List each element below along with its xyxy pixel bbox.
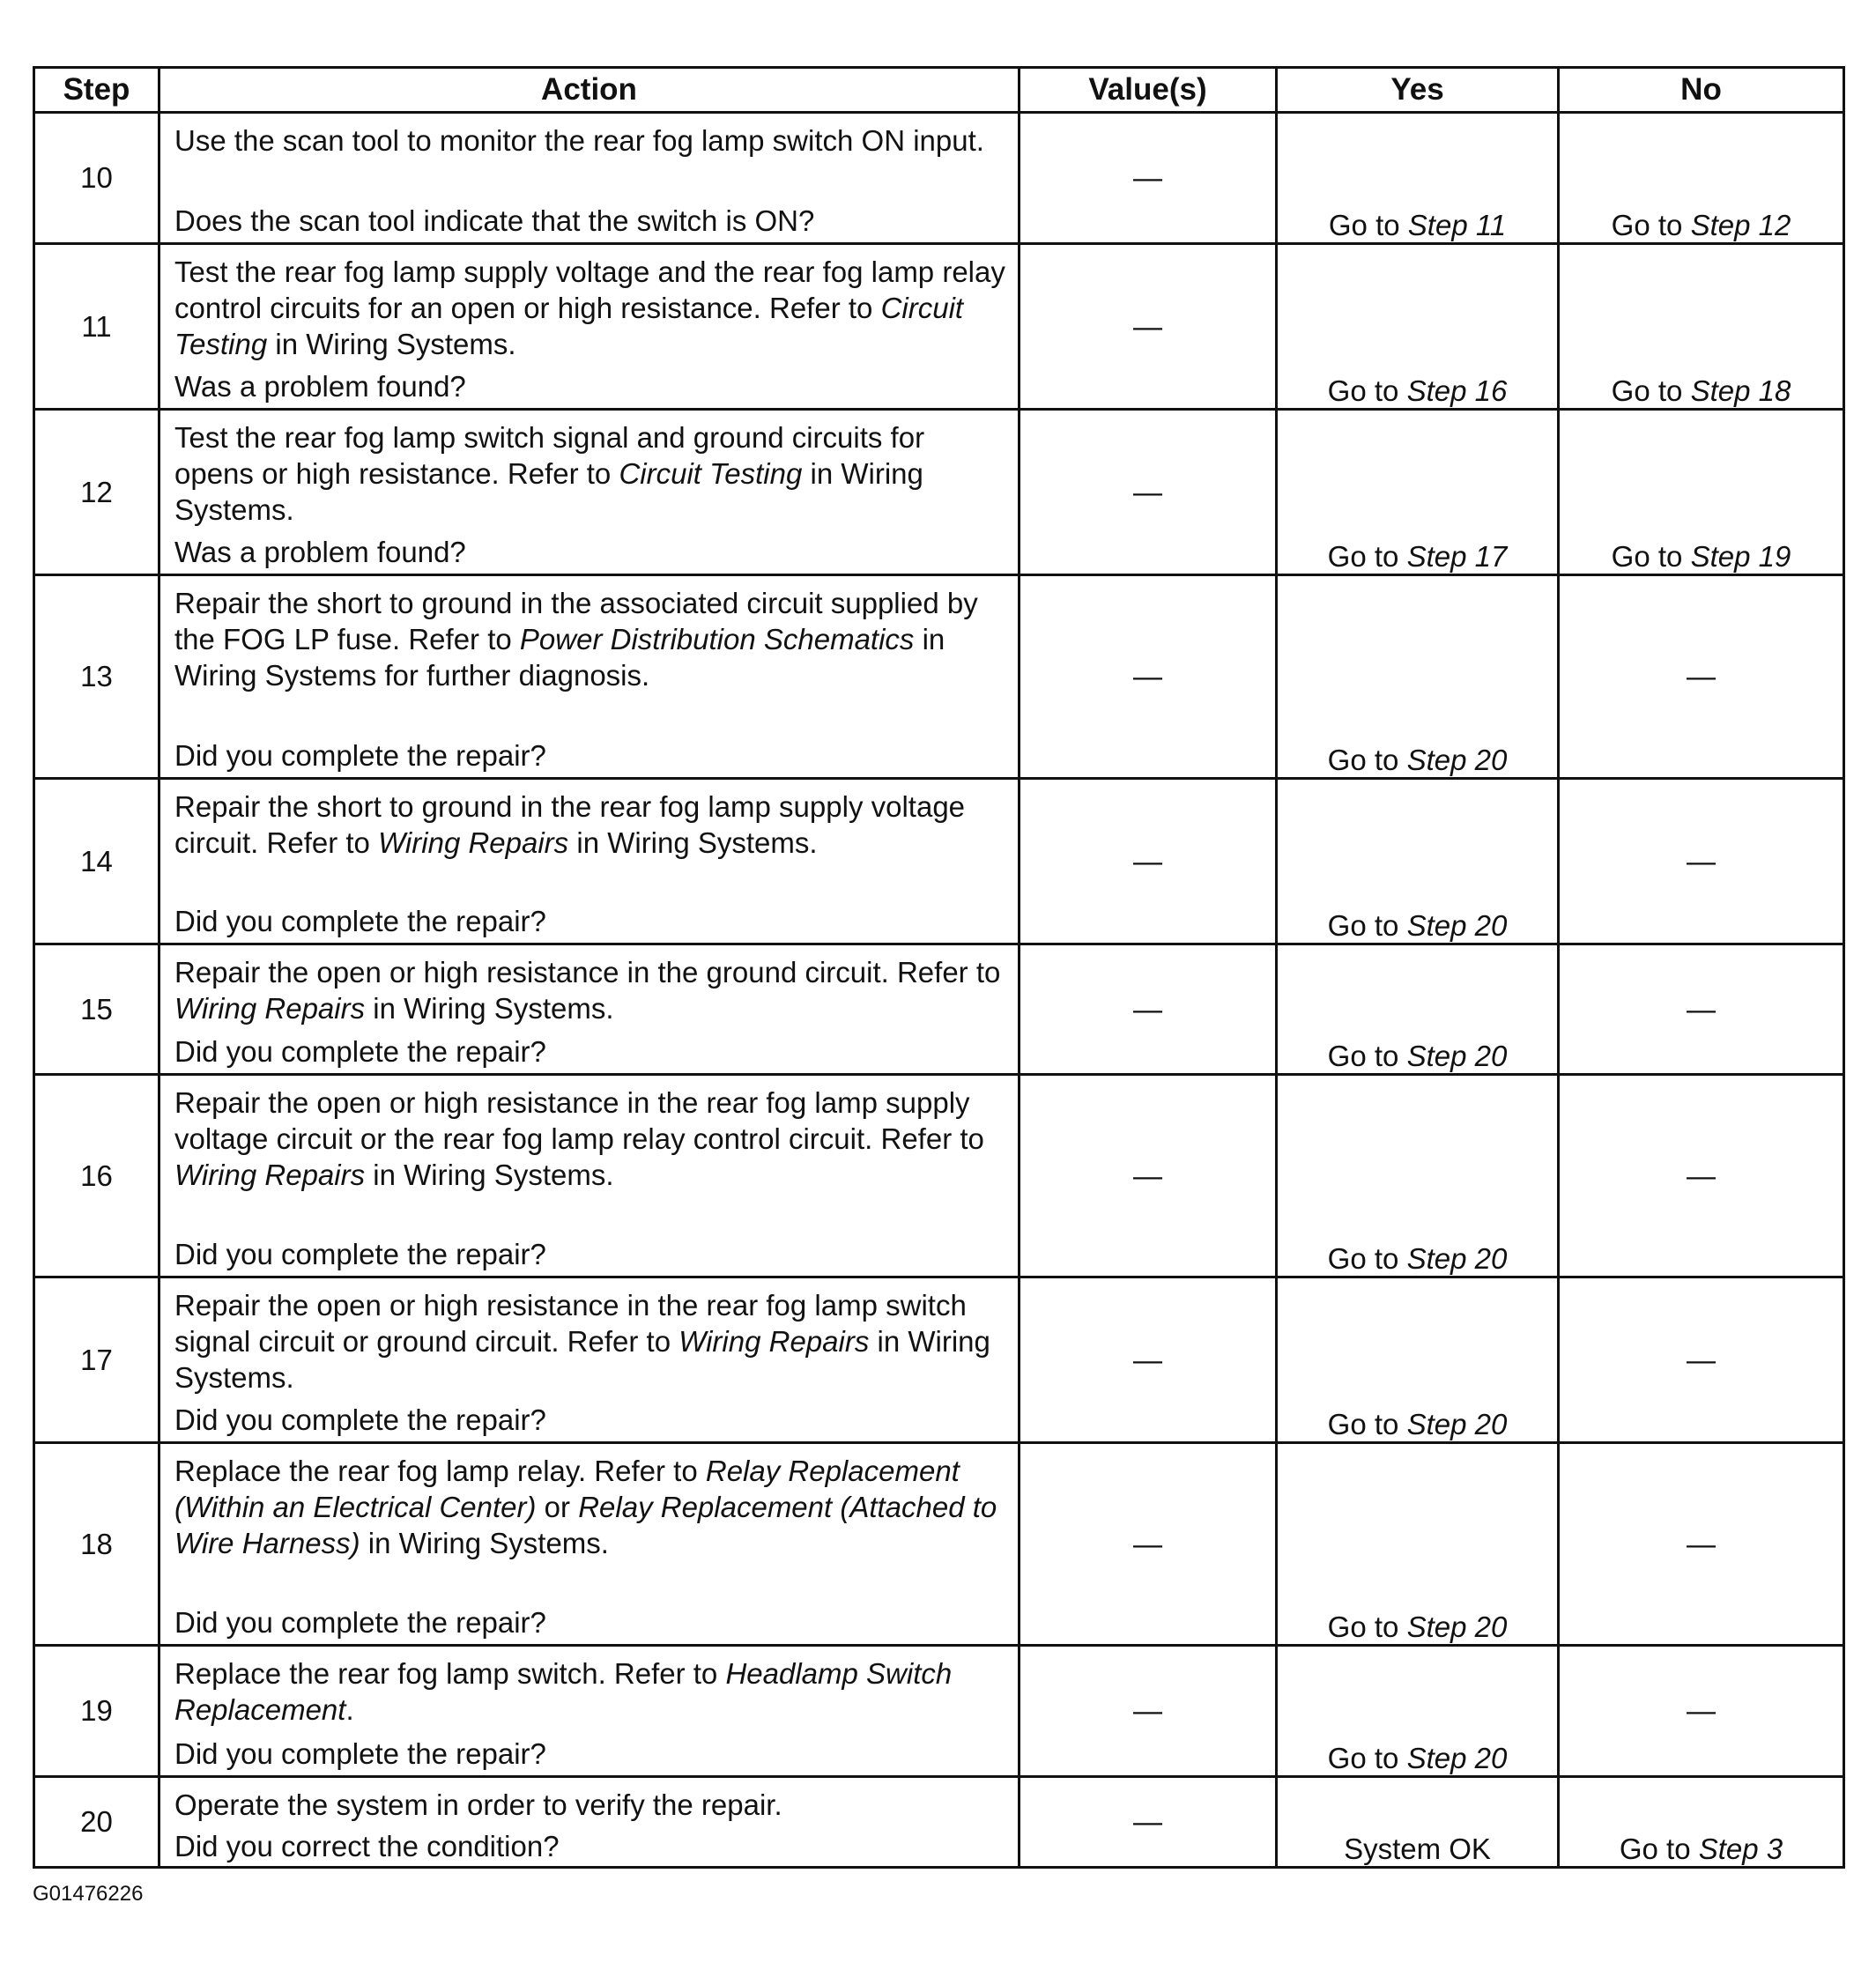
yes-cell xyxy=(1277,1443,1559,1646)
yes-step-link: Step 20 xyxy=(1406,1242,1508,1275)
yes-cell xyxy=(1277,1277,1559,1443)
table-row xyxy=(34,944,1844,1075)
action-segment: Test the rear fog lamp switch signal and ground circuits for opens or high resistance. Refer to xyxy=(174,421,925,490)
no-dash: — xyxy=(1687,992,1716,1026)
no-label: Go to xyxy=(1611,374,1691,407)
figure-id: G01476226 xyxy=(33,1882,144,1906)
header-no: No xyxy=(1559,68,1844,113)
no-dash: — xyxy=(1687,1527,1716,1560)
value-cell: — xyxy=(1020,244,1277,410)
header-yes: Yes xyxy=(1277,68,1559,113)
action-question: Did you correct the condition? xyxy=(174,1830,560,1862)
header-values: Value(s) xyxy=(1020,68,1277,113)
action-segment: in Wiring Systems. xyxy=(568,826,818,859)
action-text xyxy=(174,254,1009,362)
no-step-link: Step 19 xyxy=(1690,540,1791,573)
action-text xyxy=(174,419,1009,528)
action-cell xyxy=(159,1443,1020,1646)
yes-label: Go to xyxy=(1327,744,1407,776)
action-text xyxy=(174,789,1009,861)
yes-step-link: Step 17 xyxy=(1406,540,1508,573)
step-number: 19 xyxy=(34,1646,159,1777)
no-cell xyxy=(1559,779,1844,944)
action-segment: Test the rear fog lamp supply voltage and the rear fog lamp relay control circuits for an open or high resistance. Refer to xyxy=(174,255,1005,324)
no-step-link: Step 18 xyxy=(1690,374,1791,407)
no-label: Go to xyxy=(1611,540,1691,573)
yes-cell xyxy=(1277,410,1559,575)
step-number: 10 xyxy=(34,113,159,244)
action-segment: in Wiring Systems. xyxy=(360,1527,609,1559)
action-segment: in Wiring Systems. xyxy=(174,457,923,526)
action-question: Did you complete the repair? xyxy=(174,1737,546,1770)
table-row xyxy=(34,779,1844,944)
no-cell xyxy=(1559,1443,1844,1646)
action-segment: in Wiring Systems. xyxy=(267,328,516,360)
table-row xyxy=(34,1646,1844,1777)
action-question: Did you complete the repair? xyxy=(174,905,546,937)
header-row xyxy=(34,68,1844,113)
action-question: Did you complete the repair? xyxy=(174,1035,546,1068)
action-cell xyxy=(159,779,1020,944)
yes-step-link: Step 20 xyxy=(1406,1610,1508,1643)
action-reference: Wiring Repairs xyxy=(174,1159,366,1191)
yes-label: Go to xyxy=(1327,374,1407,407)
yes-cell xyxy=(1277,575,1559,779)
action-cell xyxy=(159,1277,1020,1443)
yes-cell xyxy=(1277,1075,1559,1277)
step-number: 13 xyxy=(34,575,159,779)
table-row xyxy=(34,1277,1844,1443)
action-segment: Repair the open or high resistance in the rear fog lamp supply voltage circuit or the rear fog lamp relay control circuit. Refer to xyxy=(174,1086,984,1155)
action-reference: Headlamp Switch Replacement xyxy=(174,1657,953,1726)
action-reference: Circuit Testing xyxy=(174,292,964,360)
value-cell: — xyxy=(1020,779,1277,944)
no-cell xyxy=(1559,244,1844,410)
yes-step-link: Step 20 xyxy=(1406,1742,1508,1774)
yes-label: Go to xyxy=(1327,1610,1407,1643)
yes-cell xyxy=(1277,1777,1559,1868)
yes-label: Go to xyxy=(1327,1242,1407,1275)
step-number: 14 xyxy=(34,779,159,944)
step-number: 12 xyxy=(34,410,159,575)
action-segment: Use the scan tool to monitor the rear fog lamp switch ON input. xyxy=(174,124,984,157)
no-step-link: Step 3 xyxy=(1698,1833,1783,1865)
action-segment: in Wiring Systems. xyxy=(365,992,614,1025)
action-segment: Repair the short to ground in the rear fog lamp supply voltage circuit. Refer to xyxy=(174,790,966,859)
step-number: 18 xyxy=(34,1443,159,1646)
action-segment: Replace the rear fog lamp relay. Refer to xyxy=(174,1455,706,1487)
action-text xyxy=(174,954,1009,1026)
action-text xyxy=(174,1655,1009,1728)
yes-label: Go to xyxy=(1327,540,1407,573)
yes-label: Go to xyxy=(1327,1040,1407,1072)
yes-cell xyxy=(1277,779,1559,944)
action-text xyxy=(174,1787,1009,1823)
action-segment: in Wiring Systems. xyxy=(365,1159,614,1191)
yes-step-link: Step 20 xyxy=(1406,744,1508,776)
step-number: 11 xyxy=(34,244,159,410)
no-dash: — xyxy=(1687,660,1716,692)
no-label: Go to xyxy=(1619,1833,1699,1865)
yes-step-link: Step 20 xyxy=(1406,909,1508,942)
table-row xyxy=(34,575,1844,779)
step-number: 16 xyxy=(34,1075,159,1277)
yes-label: System OK xyxy=(1344,1833,1491,1865)
action-cell xyxy=(159,575,1020,779)
header-action: Action xyxy=(159,68,1020,113)
action-segment: Replace the rear fog lamp switch. Refer to xyxy=(174,1657,726,1690)
action-segment: Operate the system in order to verify the repair. xyxy=(174,1788,782,1821)
diagnostic-table xyxy=(33,66,1845,1869)
yes-label: Go to xyxy=(1327,909,1407,942)
action-reference: Power Distribution Schematics xyxy=(519,623,915,655)
action-segment: or xyxy=(536,1491,579,1523)
no-cell xyxy=(1559,944,1844,1075)
no-label: Go to xyxy=(1611,209,1691,241)
action-reference: Relay Replacement (Attached to Wire Harness) xyxy=(174,1491,997,1559)
no-dash: — xyxy=(1687,844,1716,877)
no-cell xyxy=(1559,1646,1844,1777)
table-row xyxy=(34,1075,1844,1277)
table-body xyxy=(34,113,1844,1868)
value-cell: — xyxy=(1020,1443,1277,1646)
yes-label: Go to xyxy=(1328,209,1408,241)
action-text xyxy=(174,1453,1009,1561)
action-cell xyxy=(159,113,1020,244)
value-cell: — xyxy=(1020,575,1277,779)
header-step: Step xyxy=(34,68,159,113)
no-cell xyxy=(1559,1277,1844,1443)
action-question: Was a problem found? xyxy=(174,370,466,403)
step-number: 17 xyxy=(34,1277,159,1443)
action-segment: Repair the open or high resistance in the ground circuit. Refer to xyxy=(174,956,1001,988)
yes-step-link: Step 20 xyxy=(1406,1040,1508,1072)
value-cell: — xyxy=(1020,1277,1277,1443)
value-cell: — xyxy=(1020,1646,1277,1777)
no-step-link: Step 12 xyxy=(1690,209,1791,241)
action-cell xyxy=(159,1777,1020,1868)
action-text xyxy=(174,1287,1009,1396)
yes-step-link: Step 20 xyxy=(1406,1408,1508,1440)
value-cell: — xyxy=(1020,113,1277,244)
value-cell: — xyxy=(1020,1777,1277,1868)
action-question: Did you complete the repair? xyxy=(174,739,546,772)
action-segment: in Wiring Systems for further diagnosis. xyxy=(174,623,945,692)
yes-label: Go to xyxy=(1327,1408,1407,1440)
action-segment: . xyxy=(345,1693,354,1726)
table-row xyxy=(34,410,1844,575)
value-cell: — xyxy=(1020,410,1277,575)
yes-step-link: Step 11 xyxy=(1407,209,1507,241)
action-question: Did you complete the repair? xyxy=(174,1238,546,1270)
action-segment: in Wiring Systems. xyxy=(174,1325,990,1394)
action-cell xyxy=(159,1646,1020,1777)
action-reference: Wiring Repairs xyxy=(174,992,366,1025)
no-dash: — xyxy=(1687,1343,1716,1376)
action-reference: Circuit Testing xyxy=(619,457,803,490)
yes-cell xyxy=(1277,1646,1559,1777)
no-cell xyxy=(1559,410,1844,575)
action-segment: Repair the open or high resistance in the rear fog lamp switch signal circuit or ground circuit. Refer to xyxy=(174,1289,967,1358)
value-cell: — xyxy=(1020,1075,1277,1277)
action-question: Did you complete the repair? xyxy=(174,1606,546,1639)
action-cell xyxy=(159,410,1020,575)
yes-cell xyxy=(1277,244,1559,410)
no-dash: — xyxy=(1687,1694,1716,1727)
action-text xyxy=(174,585,1009,693)
action-reference: Wiring Repairs xyxy=(678,1325,870,1358)
action-text xyxy=(174,122,1009,159)
action-cell xyxy=(159,944,1020,1075)
table-row xyxy=(34,1443,1844,1646)
step-number: 15 xyxy=(34,944,159,1075)
table-row xyxy=(34,113,1844,244)
yes-cell xyxy=(1277,113,1559,244)
action-question: Does the scan tool indicate that the switch is ON? xyxy=(174,204,815,237)
no-cell xyxy=(1559,1777,1844,1868)
no-cell xyxy=(1559,1075,1844,1277)
action-question: Was a problem found? xyxy=(174,536,466,568)
no-dash: — xyxy=(1687,1159,1716,1192)
action-text xyxy=(174,1085,1009,1193)
value-cell: — xyxy=(1020,944,1277,1075)
no-cell xyxy=(1559,575,1844,779)
action-reference: Relay Replacement (Within an Electrical Center) xyxy=(174,1455,960,1523)
yes-cell xyxy=(1277,944,1559,1075)
yes-label: Go to xyxy=(1327,1742,1407,1774)
no-cell xyxy=(1559,113,1844,244)
action-segment: Repair the short to ground in the associated circuit supplied by the FOG LP fuse. Refer to xyxy=(174,587,978,655)
action-question: Did you complete the repair? xyxy=(174,1403,546,1436)
step-number: 20 xyxy=(34,1777,159,1868)
action-cell xyxy=(159,244,1020,410)
action-reference: Wiring Repairs xyxy=(378,826,569,859)
table-row xyxy=(34,244,1844,410)
yes-step-link: Step 16 xyxy=(1406,374,1508,407)
table-row xyxy=(34,1777,1844,1868)
action-cell xyxy=(159,1075,1020,1277)
